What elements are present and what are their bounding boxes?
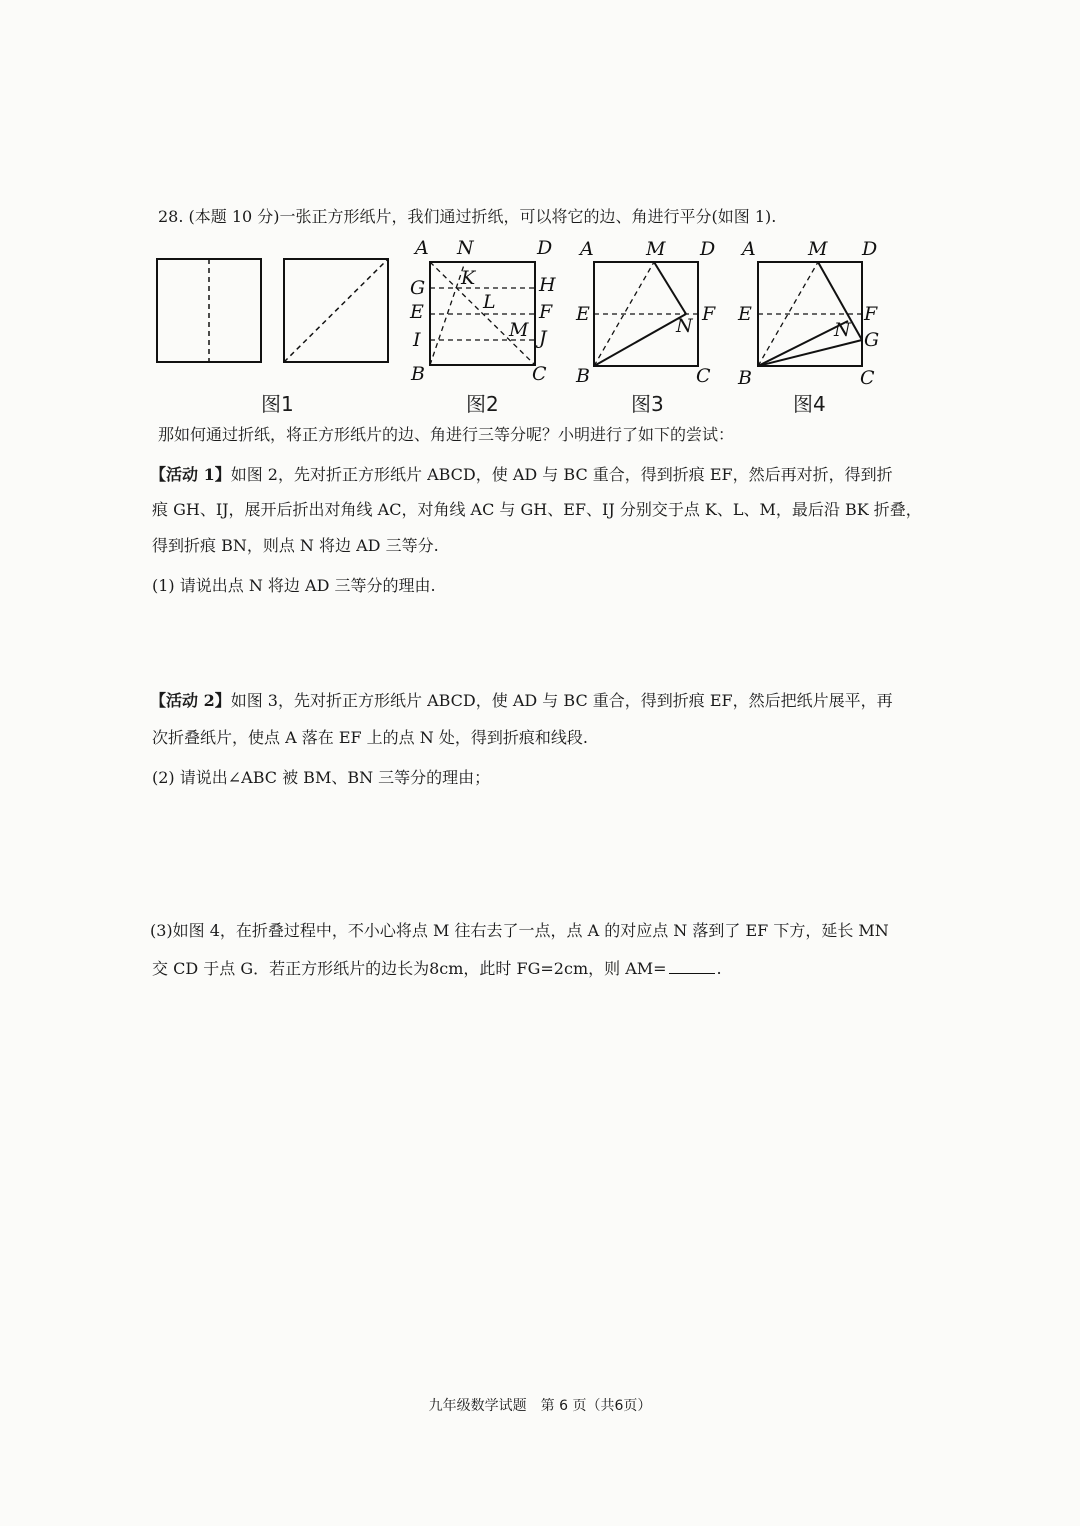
page-footer: 九年级数学试题 第 6 页（共6页） (428, 1398, 652, 1414)
fig2-label-G: G (410, 277, 426, 299)
fig3-label-C: C (696, 365, 711, 387)
activity1-line1: 如图 2，先对折正方形纸片 ABCD，使 AD 与 BC 重合，得到折痕 EF，然后再对折，得到折 (230, 465, 893, 484)
answer-blank[interactable] (669, 959, 715, 974)
fig1-caption: 图1 (261, 392, 294, 416)
figure-4 (734, 236, 894, 390)
fig2-label-C: C (532, 363, 547, 385)
fig3-label-E: E (576, 303, 590, 325)
activity2-line1: 如图 3，先对折正方形纸片 ABCD，使 AD 与 BC 重合，得到折痕 EF，然后把纸片展平，再 (230, 691, 893, 710)
figure-3 (570, 236, 730, 390)
fig4-label-N: N (834, 319, 851, 341)
transition-text: 那如何通过折纸，将正方形纸片的边、角进行三等分呢？小明进行了如下的尝试： (158, 425, 735, 444)
fig2-label-B: B (411, 363, 425, 385)
fig2-caption: 图2 (466, 392, 499, 416)
fig3-label-M: M (646, 238, 666, 260)
fig4-label-C: C (860, 367, 875, 389)
figure-2 (405, 236, 565, 390)
fig2-label-E: E (410, 301, 424, 323)
fig2-label-L: L (483, 291, 496, 313)
fig4-caption: 图4 (793, 392, 826, 416)
question-3-line1: (3)如图 4，在折叠过程中，不小心将点 M 往右去了一点，点 A 的对应点 N 落到了 EF 下方，延长 MN (150, 921, 889, 940)
fig4-label-E: E (738, 303, 752, 325)
fig3-caption: 图3 (631, 392, 664, 416)
fig4-label-F: F (864, 303, 878, 325)
fig2-label-A: A (415, 237, 429, 259)
fig4-label-D: D (862, 238, 878, 260)
activity1-line3: 得到折痕 BN，则点 N 将边 AD 三等分. (152, 536, 439, 555)
fig2-label-N: N (457, 237, 474, 259)
fig4-label-G: G (864, 329, 880, 351)
fig2-label-F: F (539, 301, 553, 323)
fig3-label-D: D (700, 238, 716, 260)
activity2-tag: 【活动 2】 (150, 691, 231, 710)
fig4-label-B: B (738, 367, 752, 389)
question-1: (1) 请说出点 N 将边 AD 三等分的理由. (152, 576, 436, 595)
fig2-label-I: I (413, 329, 421, 351)
fig4-label-M: M (808, 238, 828, 260)
fig2-label-J: J (539, 327, 547, 349)
question-intro: 28. (本题 10 分)一张正方形纸片，我们通过折纸，可以将它的边、角进行平分(如图 1). (158, 207, 777, 226)
activity1-tag: 【活动 1】 (150, 465, 231, 484)
fig2-label-H: H (539, 274, 556, 296)
question-3-period: . (716, 959, 722, 978)
fig3-label-B: B (576, 365, 590, 387)
figure-1 (156, 258, 396, 372)
fig3-label-F: F (702, 303, 716, 325)
fig4-label-A: A (742, 238, 756, 260)
fig2-label-K: K (461, 267, 476, 289)
question-2: (2) 请说出∠ABC 被 BM、BN 三等分的理由； (152, 768, 491, 787)
fig3-label-N: N (676, 315, 693, 337)
fig2-label-D: D (537, 237, 553, 259)
fig2-label-M: M (509, 319, 529, 341)
question-3-line2: 交 CD 于点 G．若正方形纸片的边长为8cm，此时 FG=2cm，则 AM= (152, 959, 667, 978)
activity1-line2: 痕 GH、IJ，展开后折出对角线 AC，对角线 AC 与 GH、EF、IJ 分别交于点 K、L、M，最后沿 BK 折叠， (152, 500, 922, 519)
fig3-label-A: A (580, 238, 594, 260)
activity2-line2: 次折叠纸片，使点 A 落在 EF 上的点 N 处，得到折痕和线段. (152, 728, 588, 747)
